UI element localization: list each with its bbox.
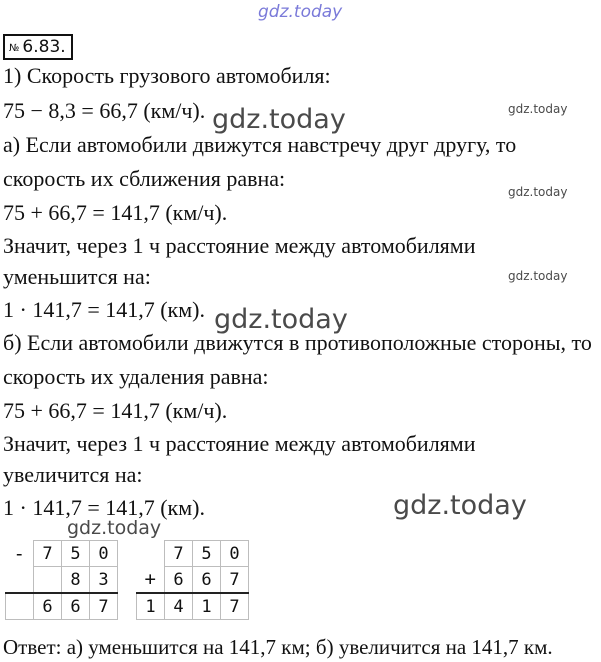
addition-column: [136, 540, 249, 620]
solution-line: б) Если автомобили движутся в противоположные стороны, то: [3, 330, 592, 355]
problem-number: 6.83.: [22, 37, 66, 57]
empty-cell: [6, 593, 34, 620]
watermark-medium: gdz.today: [67, 517, 162, 539]
watermark-top: gdz.today: [258, 2, 343, 22]
digit-cell: 7: [34, 541, 62, 567]
digit-cell: [34, 567, 62, 594]
watermark-small: gdz.today: [508, 269, 568, 283]
digit-cell: 0: [221, 541, 249, 567]
solution-line: уменьшится на:: [3, 264, 151, 289]
solution-line: 75 − 8,3 = 66,7 (км/ч).: [3, 98, 206, 123]
watermark-small: gdz.today: [508, 185, 568, 199]
solution-line: скорость их удаления равна:: [3, 364, 269, 389]
solution-line: 75 + 66,7 = 141,7 (км/ч).: [3, 200, 228, 225]
solution-line: скорость их сближения равна:: [3, 166, 286, 191]
watermark-large: gdz.today: [393, 490, 527, 521]
plus-operator: +: [144, 568, 156, 591]
result-digit: 7: [90, 593, 118, 620]
digit-cell: 6: [193, 567, 221, 594]
result-digit: 7: [221, 593, 249, 620]
digit-cell: 7: [165, 541, 193, 567]
solution-line: увеличится на:: [3, 462, 143, 487]
result-digit: 1: [137, 593, 165, 620]
solution-line: 75 + 66,7 = 141,7 (км/ч).: [3, 398, 228, 423]
result-digit: 1: [193, 593, 221, 620]
solution-line: 1 · 141,7 = 141,7 (км).: [3, 495, 205, 520]
solution-line: 1) Скорость грузового автомобиля:: [3, 63, 331, 88]
result-digit: 4: [165, 593, 193, 620]
solution-line: Значит, через 1 ч расстояние между автомобилями: [3, 233, 476, 258]
digit-cell: 6: [165, 567, 193, 594]
solution-line: 1 · 141,7 = 141,7 (км).: [3, 297, 205, 322]
result-digit: 6: [34, 593, 62, 620]
result-digit: 6: [62, 593, 90, 620]
watermark-small: gdz.today: [508, 102, 568, 116]
subtraction-column: [5, 540, 118, 620]
solution-line: а) Если автомобили движутся навстречу друг другу, то: [3, 132, 517, 157]
watermark-large: gdz.today: [212, 104, 346, 135]
digit-cell: 8: [62, 567, 90, 594]
empty-cell: [6, 567, 34, 594]
empty-cell: [137, 541, 165, 567]
digit-cell: 5: [193, 541, 221, 567]
minus-operator: -: [13, 542, 25, 565]
solution-line: Значит, через 1 ч расстояние между автомобилями: [3, 431, 476, 456]
digit-cell: 0: [90, 541, 118, 567]
watermark-large: gdz.today: [214, 304, 348, 335]
problem-number-box: [3, 34, 73, 60]
digit-cell: 7: [221, 567, 249, 594]
digit-cell: 5: [62, 541, 90, 567]
answer-line: Ответ: а) уменьшится на 141,7 км; б) увеличится на 141,7 км.: [3, 635, 553, 659]
number-sign: №: [9, 42, 20, 54]
digit-cell: 3: [90, 567, 118, 594]
